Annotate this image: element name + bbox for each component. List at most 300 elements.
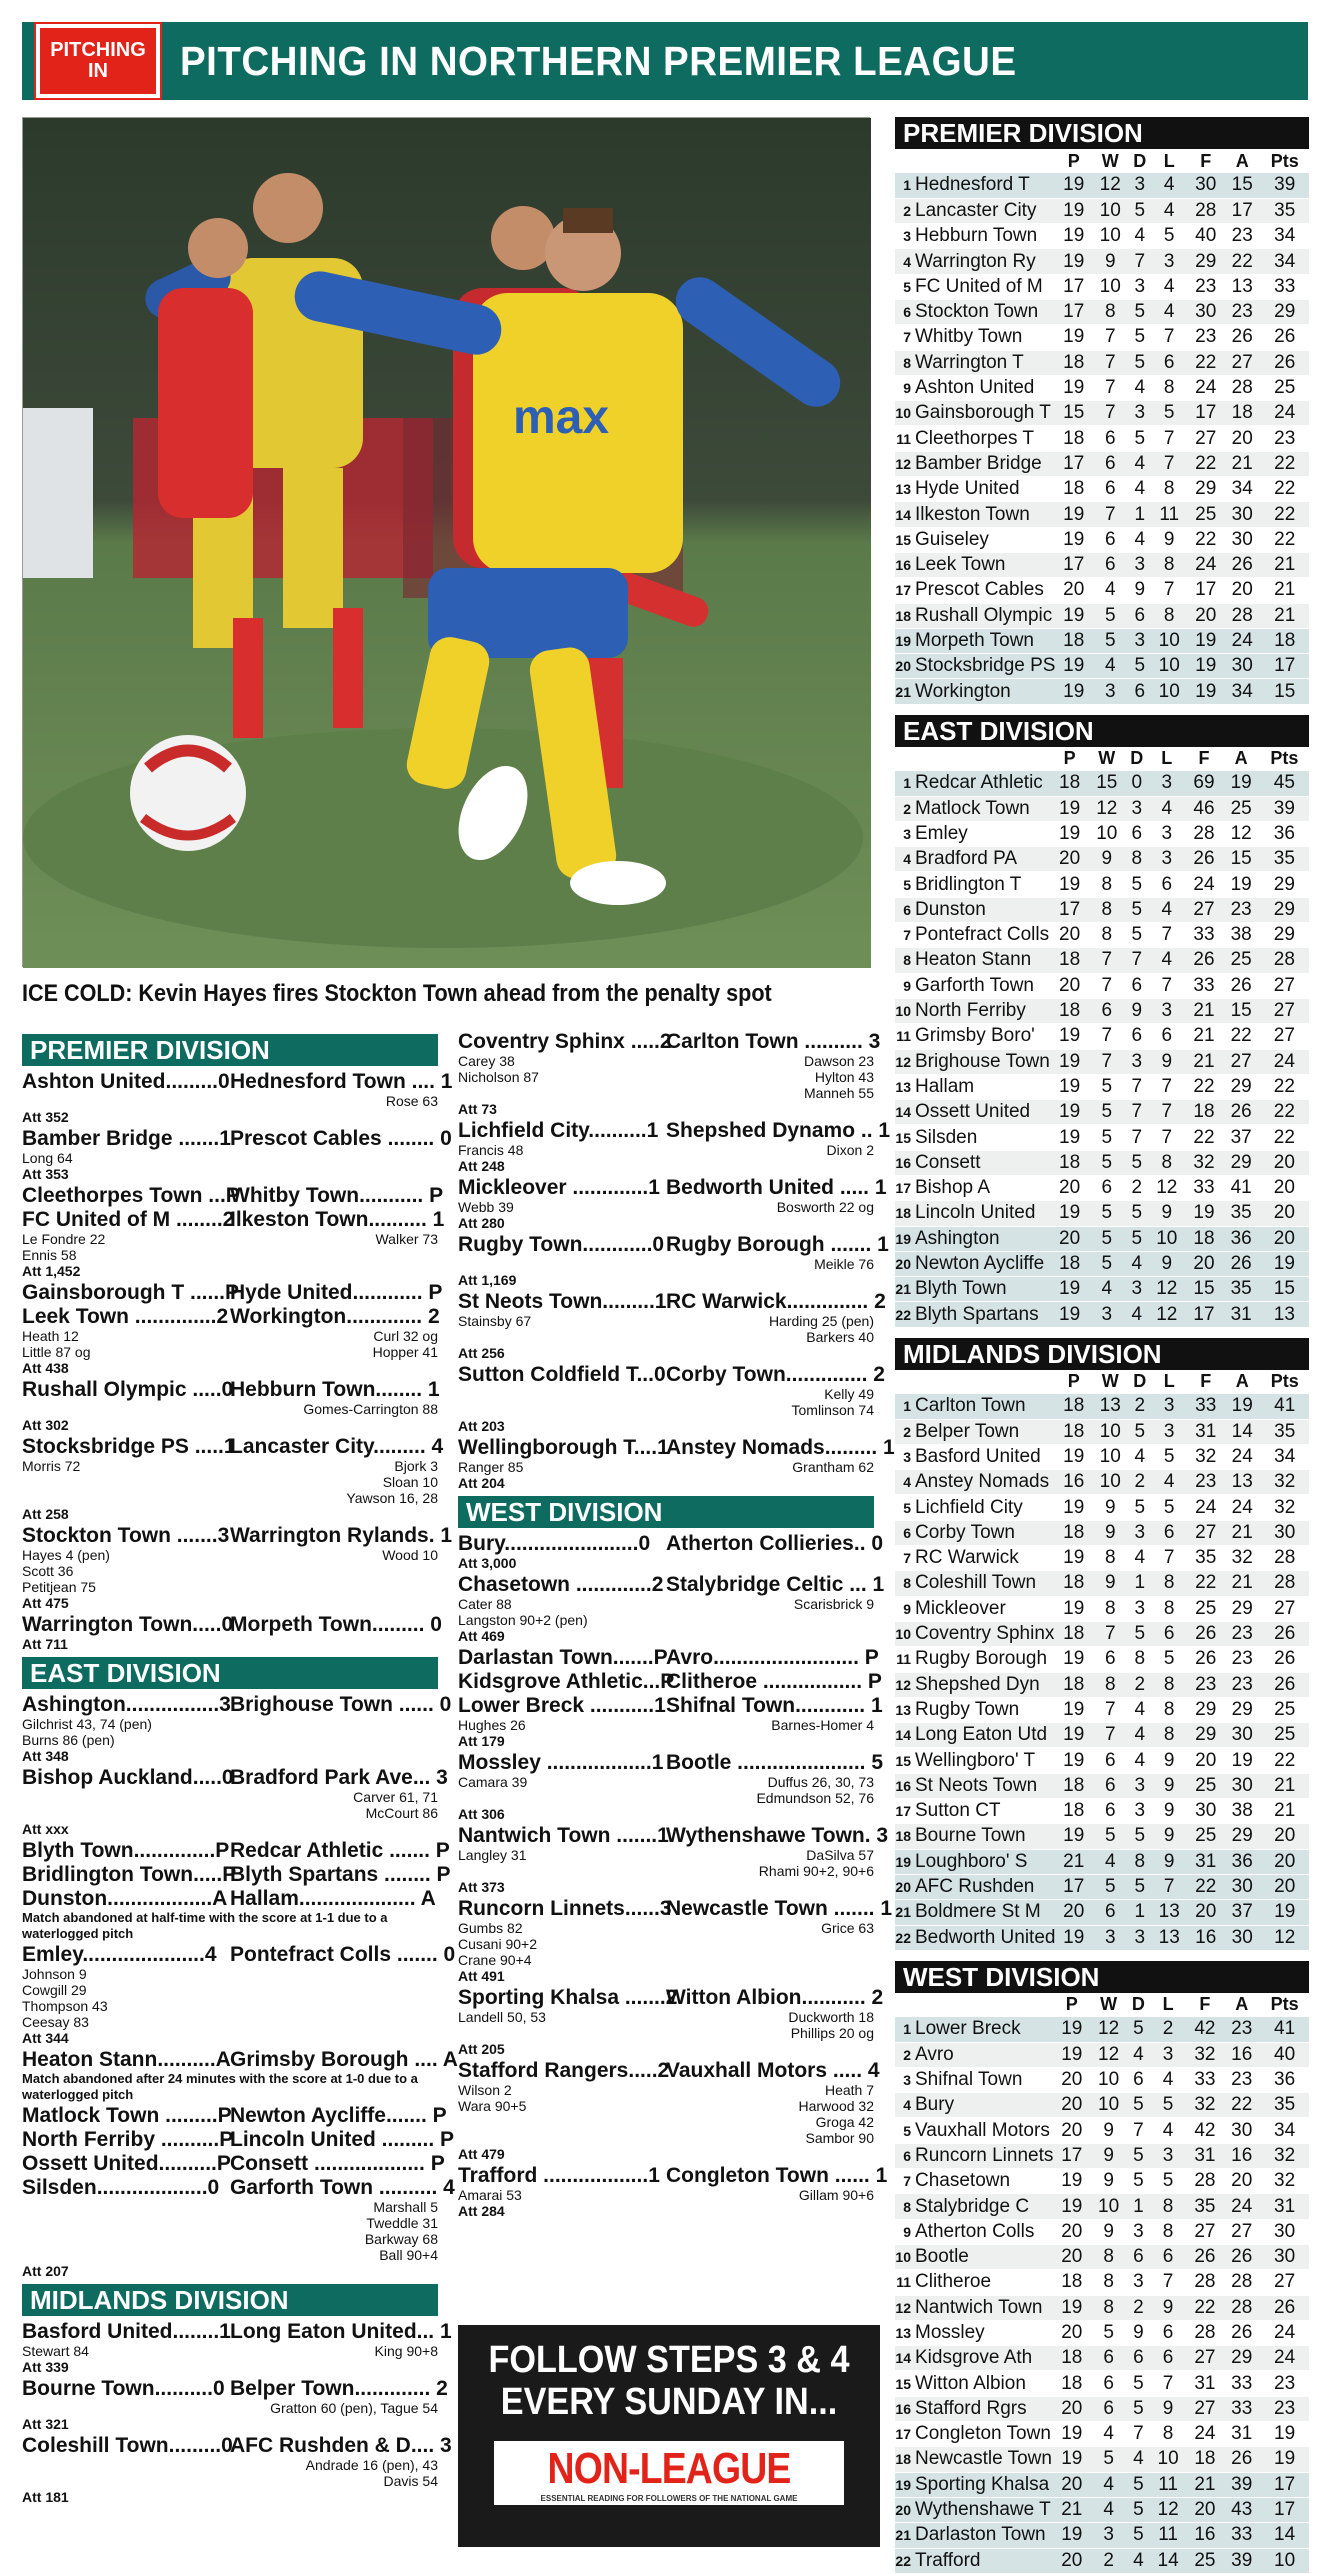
home-scorer — [22, 1474, 230, 1490]
away-team-score: AFC Rushden & D.... 3 — [230, 2434, 452, 2457]
non-league-paper-advert[interactable] — [458, 2325, 880, 2547]
stat-cell: 16 — [1223, 2042, 1260, 2067]
home-team-score: Wellingborough T....1 — [458, 1436, 669, 1459]
scorers-line — [458, 1717, 874, 1733]
position: 7 — [895, 325, 913, 350]
home-team-score: Warrington Town.....0 — [22, 1613, 234, 1636]
stat-cell: 21 — [1185, 998, 1222, 1023]
stat-cell: 33 — [1223, 2523, 1260, 2548]
team-name: Lancaster City — [913, 198, 1055, 223]
stat-cell: 18 — [1185, 1100, 1222, 1125]
team-name: Emley — [913, 821, 1051, 846]
scorers-line — [22, 1716, 438, 1732]
stat-cell: 5 — [1090, 2447, 1127, 2472]
team-name: Mickleover — [913, 1596, 1055, 1621]
stat-cell: 9 — [1148, 1049, 1185, 1074]
league-table — [895, 1993, 1309, 2574]
table-row — [895, 1251, 1309, 1276]
home-scorer: Burns 86 (pen) — [22, 1732, 115, 1748]
home-scorer — [458, 1329, 666, 1345]
home-scorer — [458, 1790, 666, 1806]
stat-cell: 3 — [1125, 796, 1148, 821]
scorers-line — [22, 1563, 438, 1579]
table-row — [895, 1074, 1309, 1099]
ad-line1: FOLLOW STEPS 3 & 4 — [488, 2339, 850, 2381]
stat-cell: 29 — [1260, 923, 1309, 948]
table-row — [895, 1495, 1309, 1520]
away-scorer: Groga 42 — [815, 2114, 874, 2130]
ad-line2: EVERY SUNDAY IN... — [500, 2381, 838, 2423]
stat-cell: 6 — [1127, 2346, 1150, 2371]
stat-cell: 18 — [1055, 1799, 1092, 1824]
position: 6 — [895, 2143, 913, 2168]
fixture-line — [458, 1436, 895, 1459]
stat-cell: 19 — [1055, 1697, 1092, 1722]
stat-cell: 41 — [1223, 1175, 1260, 1200]
stat-cell: 24 — [1224, 1495, 1261, 1520]
stat-cell: 18 — [1053, 2270, 1090, 2295]
position: 9 — [895, 375, 913, 400]
stat-cell: 3 — [1127, 2219, 1150, 2244]
home-team-score: Bridlington Town.....P — [22, 1863, 237, 1886]
stat-cell: 3 — [1129, 1596, 1151, 1621]
stat-cell: 33 — [1185, 973, 1222, 998]
fixture-line — [458, 1532, 884, 1555]
stat-cell: 20 — [1051, 1226, 1088, 1251]
stat-cell: 23 — [1223, 2067, 1260, 2092]
scorers-line — [22, 1344, 438, 1360]
away-scorer: Meikle 76 — [814, 1256, 874, 1272]
stat-cell: 22 — [1260, 1125, 1309, 1150]
position: 7 — [895, 2169, 913, 2194]
home-scorer: Gilchrist 43, 74 (pen) — [22, 1716, 152, 1732]
position: 17 — [895, 1175, 913, 1200]
home-team-score: Bamber Bridge .......1 — [22, 1127, 231, 1150]
stat-cell: 17 — [1224, 198, 1261, 223]
stat-cell: 4 — [1148, 897, 1185, 922]
fixture-line — [22, 2128, 455, 2151]
table-row — [895, 2523, 1309, 2548]
stat-cell: 22 — [1261, 1748, 1310, 1773]
stat-cell: 32 — [1187, 1444, 1224, 1469]
stat-cell: 30 — [1224, 1773, 1261, 1798]
away-scorer — [230, 1732, 438, 1748]
stat-cell: 3 — [1092, 679, 1129, 704]
table-row — [895, 1773, 1309, 1798]
stat-cell: 4 — [1127, 2447, 1150, 2472]
table-heading: PREMIER DIVISION — [895, 117, 1309, 149]
scorers-line — [458, 2098, 874, 2114]
stat-cell: 22 — [1187, 1874, 1224, 1899]
fixture-line — [22, 2377, 448, 2400]
stat-cell: 19 — [1187, 628, 1224, 653]
home-team-score: Ashington................3 — [22, 1693, 231, 1716]
match-result — [458, 2059, 880, 2163]
fixture-line — [458, 1646, 879, 1669]
position: 6 — [895, 1520, 913, 1545]
away-scorer: Harwood 32 — [798, 2098, 874, 2114]
stat-cell: 5 — [1090, 2320, 1127, 2345]
away-team-score: Atherton Collieries.. 0 — [666, 1532, 884, 1555]
home-scorer: Amarai 53 — [458, 2187, 522, 2203]
table-row — [895, 350, 1309, 375]
stat-cell: 24 — [1187, 2422, 1224, 2447]
stat-cell: 4 — [1148, 796, 1185, 821]
stat-cell: 20 — [1261, 1824, 1310, 1849]
fixture-line — [22, 2176, 455, 2199]
header-team — [913, 747, 1051, 771]
stat-cell: 19 — [1055, 1824, 1092, 1849]
table-header-row — [895, 747, 1309, 771]
table-row — [895, 401, 1309, 426]
match-result — [458, 1986, 884, 2058]
scorers-line — [458, 2082, 874, 2098]
home-scorer — [22, 2473, 230, 2489]
away-scorer: Phillips 20 og — [790, 2025, 874, 2041]
stat-cell: 11 — [1151, 502, 1188, 527]
table-heading: MIDLANDS DIVISION — [895, 1338, 1309, 1370]
position: 5 — [895, 2118, 913, 2143]
stat-cell: 20 — [1053, 2118, 1090, 2143]
stat-cell: 4 — [1129, 224, 1151, 249]
home-scorer: Langston 90+2 (pen) — [458, 1612, 588, 1628]
stat-cell: 17 — [1187, 401, 1224, 426]
stat-cell: 22 — [1261, 502, 1310, 527]
fixture-line — [458, 1694, 883, 1717]
stat-cell: 27 — [1187, 2219, 1224, 2244]
position: 2 — [895, 796, 913, 821]
table-row — [895, 1647, 1309, 1672]
position: 15 — [895, 1125, 913, 1150]
table-row — [895, 2194, 1309, 2219]
stat-cell: 20 — [1051, 1175, 1088, 1200]
table-header-row — [895, 1993, 1309, 2017]
position: 18 — [895, 2447, 913, 2472]
home-team-score: Heaton Stann..........A — [22, 2048, 231, 2071]
stat-cell: 19 — [1053, 2523, 1090, 2548]
stat-cell: 18 — [1051, 771, 1088, 796]
stat-cell: 33 — [1185, 923, 1222, 948]
stat-cell: 8 — [1090, 2270, 1127, 2295]
stat-cell: 9 — [1151, 527, 1188, 552]
stat-cell: 4 — [1125, 1251, 1148, 1276]
stat-cell: 12 — [1150, 2497, 1187, 2522]
stat-cell: 19 — [1055, 1596, 1092, 1621]
stat-cell: 22 — [1185, 1074, 1222, 1099]
stat-cell: 7 — [1148, 973, 1185, 998]
home-team-score: FC United of M ........2 — [22, 1208, 235, 1231]
team-name: Brighouse Town — [913, 1049, 1051, 1074]
logo-tagline: ESSENTIAL READING FOR FOLLOWERS OF THE NATIONAL GAME — [540, 2494, 798, 2503]
stat-cell: 20 — [1055, 1900, 1092, 1925]
stat-cell: 36 — [1223, 1226, 1260, 1251]
table-row — [895, 1596, 1309, 1621]
team-name: Stalybridge C — [913, 2194, 1053, 2219]
stat-cell: 19 — [1223, 771, 1260, 796]
league-table — [895, 747, 1309, 1328]
away-scorer: Bosworth 22 og — [776, 1199, 874, 1215]
stat-cell: 5 — [1127, 2169, 1150, 2194]
team-name: Vauxhall Motors — [913, 2118, 1053, 2143]
table-row — [895, 1874, 1309, 1899]
stat-cell: 19 — [1261, 1900, 1310, 1925]
position: 16 — [895, 1150, 913, 1175]
match-result — [22, 1887, 438, 1942]
position: 18 — [895, 603, 913, 628]
position: 11 — [895, 1647, 913, 1672]
page-title: PITCHING IN NORTHERN PREMIER LEAGUE — [180, 37, 1017, 84]
stat-cell: 20 — [1260, 1150, 1309, 1175]
stat-cell: 20 — [1053, 2472, 1090, 2497]
stat-cell: 24 — [1185, 872, 1222, 897]
table-header-row — [895, 1370, 1309, 1394]
home-team-score: Stockton Town .......3 — [22, 1524, 230, 1547]
stat-cell: 10 — [1092, 274, 1129, 299]
position: 8 — [895, 1571, 913, 1596]
fixture-line — [22, 1524, 453, 1547]
position: 13 — [895, 1074, 913, 1099]
stat-cell: 6 — [1092, 477, 1129, 502]
stat-cell: 5 — [1125, 872, 1148, 897]
table-row — [895, 477, 1309, 502]
stat-cell: 19 — [1053, 2447, 1090, 2472]
stat-cell: 3 — [1129, 552, 1151, 577]
team-name: Blyth Town — [913, 1277, 1051, 1302]
header-cell: D — [1131, 1994, 1145, 2015]
fixture-line — [22, 1378, 438, 1401]
home-team-score: Coventry Sphinx .....2 — [458, 1030, 672, 1053]
stat-cell: 9 — [1125, 998, 1148, 1023]
away-scorer — [666, 1952, 874, 1968]
stat-cell: 6 — [1125, 821, 1148, 846]
stat-cell: 27 — [1260, 973, 1309, 998]
match-result — [22, 1839, 450, 1862]
stat-cell: 7 — [1092, 1697, 1129, 1722]
football — [130, 735, 246, 851]
home-team-score: Runcorn Linnets......3 — [458, 1897, 672, 1920]
stat-cell: 22 — [1260, 1100, 1309, 1125]
logo-line2: IN — [88, 60, 108, 82]
stat-cell: 6 — [1150, 2346, 1187, 2371]
team-name: Coleshill Town — [913, 1571, 1055, 1596]
home-team-score: Silsden...................0 — [22, 2176, 220, 2199]
stat-cell: 27 — [1187, 2396, 1224, 2421]
stat-cell: 17 — [1051, 897, 1088, 922]
fixture-line — [458, 2164, 888, 2187]
stat-cell: 17 — [1055, 451, 1092, 476]
stat-cell: 28 — [1260, 948, 1309, 973]
table-row — [895, 973, 1309, 998]
stat-cell: 19 — [1055, 375, 1092, 400]
stat-cell: 19 — [1224, 1394, 1261, 1419]
match-result — [458, 1670, 882, 1693]
stat-cell: 4 — [1129, 1546, 1151, 1571]
table-row — [895, 1150, 1309, 1175]
away-scorer: Tweddle 31 — [366, 2215, 438, 2231]
stat-cell: 7 — [1088, 948, 1125, 973]
fixture-line — [458, 1573, 885, 1596]
fixture-line — [22, 1208, 445, 1231]
stat-cell: 21 — [1261, 552, 1310, 577]
away-scorer: Marshall 5 — [373, 2199, 438, 2215]
header-cell: W — [1101, 1371, 1119, 1392]
away-team-score: Garforth Town .......... 4 — [230, 2176, 455, 2199]
home-scorer: Gumbs 82 — [458, 1920, 523, 1936]
stat-cell: 23 — [1223, 897, 1260, 922]
stat-cell: 8 — [1092, 299, 1129, 324]
team-name: North Ferriby — [913, 998, 1051, 1023]
position: 1 — [895, 1394, 913, 1419]
stat-cell: 36 — [1260, 2067, 1309, 2092]
position: 3 — [895, 821, 913, 846]
stat-cell: 5 — [1151, 401, 1188, 426]
home-team-score: Basford United........1 — [22, 2320, 231, 2343]
match-note: Match abandoned at half-time with the score at 1-1 due to a waterlogged pitch — [22, 1910, 388, 1941]
scorers-line — [22, 1150, 438, 1166]
stat-cell: 6 — [1129, 603, 1151, 628]
stat-cell: 19 — [1053, 2169, 1090, 2194]
team-name: Chasetown — [913, 2169, 1053, 2194]
stat-cell: 17 — [1055, 552, 1092, 577]
home-team-score: Stafford Rangers.....2 — [458, 2059, 670, 2082]
fixture-line — [458, 1119, 891, 1142]
stat-cell: 17 — [1187, 578, 1224, 603]
stat-cell: 39 — [1260, 796, 1309, 821]
stat-cell: 5 — [1092, 1824, 1129, 1849]
stat-cell: 26 — [1260, 2295, 1309, 2320]
stat-cell: 10 — [1088, 821, 1125, 846]
stat-cell: 30 — [1224, 502, 1261, 527]
team-name: Silsden — [913, 1125, 1051, 1150]
position: 21 — [895, 2523, 913, 2548]
scorers-line — [22, 1998, 438, 2014]
match-result — [458, 1694, 883, 1750]
stat-cell: 33 — [1223, 2371, 1260, 2396]
team-name: FC United of M — [913, 274, 1055, 299]
home-scorer — [22, 1805, 230, 1821]
attendance: Att 438 — [22, 1360, 69, 1376]
position: 19 — [895, 1226, 913, 1251]
team-name: Lincoln United — [913, 1201, 1051, 1226]
stat-cell: 24 — [1224, 1444, 1261, 1469]
stat-cell: 19 — [1051, 1302, 1088, 1327]
stat-cell: 30 — [1224, 654, 1261, 679]
match-result — [22, 2152, 445, 2175]
team-name: Coventry Sphinx — [913, 1621, 1055, 1646]
scorers-line — [458, 1920, 874, 1936]
stat-cell: 17 — [1055, 1874, 1092, 1899]
stat-cell: 29 — [1223, 2346, 1260, 2371]
attendance: Att 711 — [22, 1636, 68, 1652]
stat-cell: 3 — [1148, 847, 1185, 872]
stat-cell: 19 — [1053, 2295, 1090, 2320]
stat-cell: 7 — [1148, 923, 1185, 948]
stat-cell: 10 — [1148, 1226, 1185, 1251]
stat-cell: 20 — [1053, 2244, 1090, 2269]
header-cell: F — [1200, 150, 1212, 171]
scorers-line — [458, 1459, 874, 1475]
away-team-score: Witton Albion........... 2 — [666, 1986, 884, 2009]
stat-cell: 1 — [1127, 2194, 1150, 2219]
stat-cell: 30 — [1224, 527, 1261, 552]
stat-cell: 8 — [1151, 603, 1188, 628]
position: 4 — [895, 847, 913, 872]
stat-cell: 25 — [1187, 1773, 1224, 1798]
division-heading: EAST DIVISION — [22, 1657, 438, 1689]
fixture-line — [22, 1435, 444, 1458]
match-result — [22, 1070, 453, 1126]
stat-cell: 31 — [1187, 2371, 1224, 2396]
stat-cell: 3 — [1150, 2143, 1187, 2168]
stat-cell: 7 — [1151, 426, 1188, 451]
header-cell: W — [1101, 150, 1119, 171]
stat-cell: 5 — [1127, 2371, 1150, 2396]
header-cell: F — [1200, 1371, 1212, 1392]
table-row — [895, 2295, 1309, 2320]
away-team-score: Rugby Borough ....... 1 — [666, 1233, 889, 1256]
stat-cell: 17 — [1185, 1302, 1222, 1327]
position: 21 — [895, 679, 913, 704]
table-row — [895, 1394, 1309, 1419]
home-scorer: Webb 39 — [458, 1199, 514, 1215]
away-team-score: Pontefract Colls ....... 0 — [230, 1943, 456, 1966]
team-name: Hednesford T — [913, 173, 1055, 198]
stat-cell: 7 — [1148, 1074, 1185, 1099]
attendance: Att 306 — [458, 1806, 505, 1822]
header-cell: Pts — [1270, 748, 1299, 769]
home-scorer: Ceesay 83 — [22, 2014, 89, 2030]
team-name: Nantwich Town — [913, 2295, 1053, 2320]
position: 19 — [895, 2472, 913, 2497]
away-team-score: Anstey Nomads......... 1 — [666, 1436, 895, 1459]
stat-cell: 11 — [1150, 2523, 1187, 2548]
team-name: Ilkeston Town — [913, 502, 1055, 527]
away-scorer: Rhami 90+2, 90+6 — [758, 1863, 874, 1879]
stat-cell: 7 — [1092, 502, 1129, 527]
stat-cell: 5 — [1088, 1226, 1125, 1251]
away-team-score: Long Eaton United... 1 — [230, 2320, 452, 2343]
stat-cell: 31 — [1223, 2422, 1260, 2447]
home-scorer: Cowgill 29 — [22, 1982, 87, 1998]
stat-cell: 4 — [1148, 948, 1185, 973]
scorers-line — [458, 2130, 874, 2146]
stat-cell: 37 — [1224, 1900, 1261, 1925]
stat-cell: 5 — [1125, 1226, 1148, 1251]
stat-cell: 22 — [1187, 2295, 1224, 2320]
stat-cell: 5 — [1127, 2396, 1150, 2421]
stat-cell: 28 — [1187, 2320, 1224, 2345]
stat-cell: 5 — [1127, 2497, 1150, 2522]
home-scorer: Landell 50, 53 — [458, 2009, 546, 2025]
stat-cell: 19 — [1053, 2422, 1090, 2447]
table-heading: EAST DIVISION — [895, 715, 1309, 747]
home-scorer: Scott 36 — [22, 1563, 74, 1579]
home-scorer: Crane 90+4 — [458, 1952, 532, 1968]
stat-cell: 9 — [1150, 2396, 1187, 2421]
stat-cell: 10 — [1092, 1419, 1129, 1444]
match-result — [22, 2434, 452, 2506]
stat-cell: 10 — [1151, 679, 1188, 704]
scorers-line — [22, 1547, 438, 1563]
table-row — [895, 2219, 1309, 2244]
team-name: Rugby Town — [913, 1697, 1055, 1722]
home-scorer: Ennis 58 — [22, 1247, 77, 1263]
home-scorer — [22, 1093, 230, 1109]
stat-cell: 18 — [1261, 628, 1310, 653]
stat-cell: 19 — [1260, 1251, 1309, 1276]
table-row — [895, 1175, 1309, 1200]
stat-cell: 4 — [1090, 2422, 1127, 2447]
